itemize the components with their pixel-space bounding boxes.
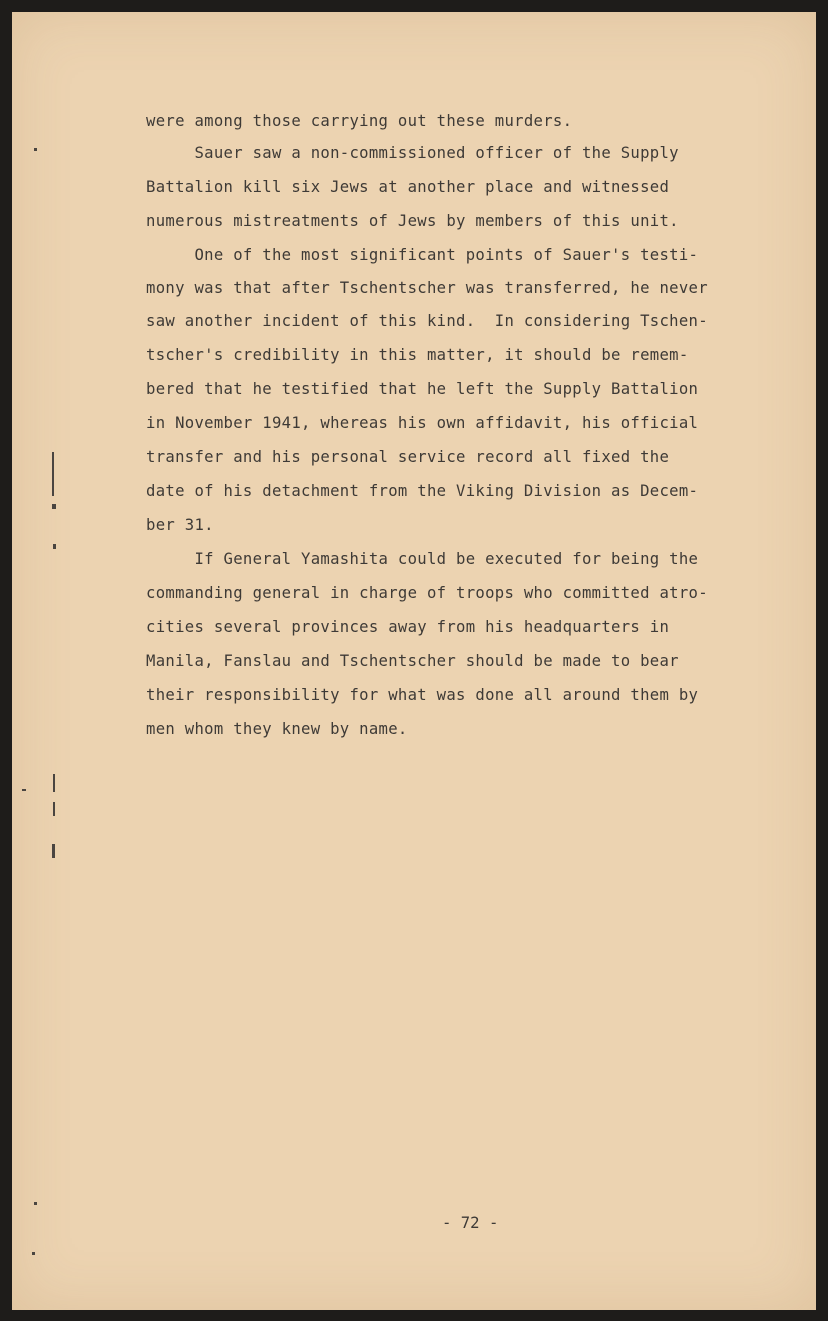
text-line: Battalion kill six Jews at another place and witnessed: [146, 178, 670, 196]
text-line: Manila, Fanslau and Tschentscher should be made to bear: [146, 652, 679, 670]
margin-speck: [53, 802, 55, 816]
margin-speck: [52, 844, 55, 858]
margin-speck: [53, 774, 55, 792]
text-line: numerous mistreatments of Jews by members of this unit.: [146, 212, 679, 230]
text-line: ber 31.: [146, 516, 214, 534]
text-line: cities several provinces away from his headquarters in: [146, 618, 670, 636]
page-number: - 72 -: [442, 1214, 499, 1232]
text-line: in November 1941, whereas his own affidavit, his official: [146, 414, 699, 432]
margin-speck: [34, 148, 37, 151]
text-line: saw another incident of this kind. In considering Tschen-: [146, 312, 708, 330]
margin-speck: [34, 1202, 37, 1205]
text-line: If General Yamashita could be executed for being the: [146, 550, 699, 568]
text-line: Sauer saw a non-commissioned officer of the Supply: [146, 144, 679, 162]
margin-speck: [53, 544, 56, 549]
text-line: transfer and his personal service record all fixed the: [146, 448, 670, 466]
text-line: date of his detachment from the Viking Division as Decem-: [146, 482, 699, 500]
text-line: bered that he testified that he left the Supply Battalion: [146, 380, 699, 398]
margin-speck: [32, 1252, 35, 1255]
text-line: their responsibility for what was done all around them by: [146, 686, 699, 704]
text-line: One of the most significant points of Sauer's testi-: [146, 246, 699, 264]
text-line: mony was that after Tschentscher was transferred, he never: [146, 279, 708, 297]
margin-speck: [52, 504, 56, 509]
margin-speck: [52, 452, 54, 496]
text-line: men whom they knew by name.: [146, 720, 408, 738]
text-line: were among those carrying out these murders.: [146, 112, 573, 130]
text-line: commanding general in charge of troops who committed atro-: [146, 584, 708, 602]
text-line: tscher's credibility in this matter, it should be remem-: [146, 346, 689, 364]
margin-speck: [22, 789, 26, 791]
paper-sheet: [12, 12, 816, 1310]
